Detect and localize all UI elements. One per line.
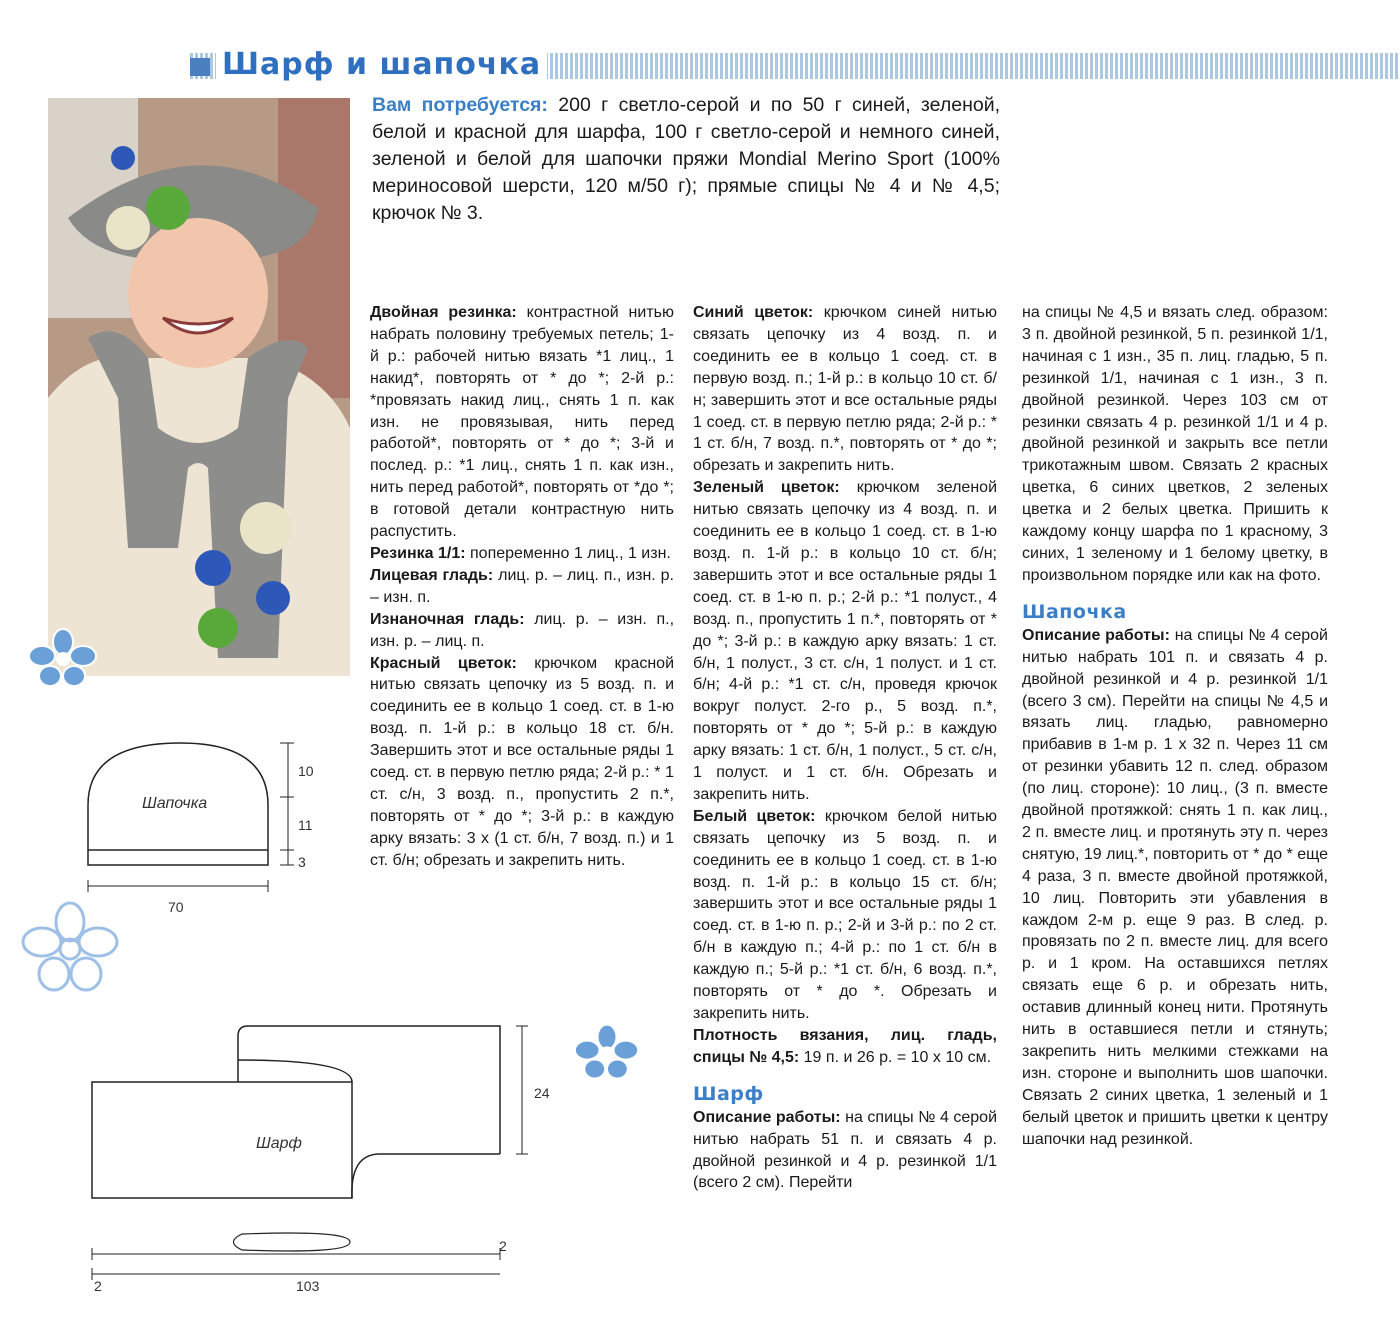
text-white-flower: крючком белой нитью связать цепочку из 5 возд. п. и соединить ее в кольцо 1 соед. ст. в 1-ю возд. п. 1-й р.: в кольцо 15 ст. б/н; завершить этот и все остальные ряды 1 соед. ст. в 1-ю п. р.; 2-й и 3-й р.: по 2 ст. б/н в каждую п.; 4-й р.: по 1 ст. б/н в каждую п.; 5-й р.: *1 ст. б/н, 6 возд. п.*, повторять от * до *. Обрезать и закрепить нить. (693, 807, 997, 1022)
para-hat-work (1022, 625, 1328, 1151)
hat-dim-10: 10 (298, 763, 314, 779)
text-double-rib: контрастной нитью набрать половину требуемых петель; 1-й р.: рабочей нитью вязать *1 лиц., 1 накид*, повторять от * до *; 2-й р.: *провязать накид лиц., снять 1 п. как изн. не провязывая, нить перед работой*, повторять от * до *; 3-й и послед. р.: *1 лиц., снять 1 п. как изн., нить перед работой*, повторять от *до *; в готовой детали контрастную нить распустить. (370, 304, 674, 541)
hat-dim-70: 70 (168, 899, 184, 915)
para-double-rib (370, 302, 674, 543)
para-rib-1x1 (370, 543, 674, 565)
section-heading-hat: Шапочка (1022, 600, 1127, 623)
text-red-flower: крючком красной нитью связать цепочку из 5 возд. п. и соединить ее в кольцо 1 соед. ст. в 1-ю возд. п. 1-й р.: в кольцо 18 ст. б/н. Завершить этот и все остальные ряды 1 соед. ст. в первую петлю ряда; 2-й р.: * 1 ст. с/н, 3 возд. п., пропустить 2 п.*, повторять от * до *; 3-й р.: в каждую арку вязать: 3 х (1 ст. б/н, 7 возд. п.) и 1 ст. б/н; обрезать и закрепить нить. (370, 654, 675, 869)
text-scarf-work-1: на спицы № 4 серой нитью набрать 51 п. и связать 4 р. двойной резинкой и 4 р. резинкой 1/1 (всего 2 см). Перейти (693, 1108, 998, 1192)
para-green-flower (693, 477, 997, 806)
column-1 (370, 302, 674, 872)
flower-icon-medium (574, 1022, 640, 1082)
heading-white-flower: Белый цветок: (693, 807, 816, 825)
photo-girl-hat-scarf (48, 98, 350, 676)
para-red-flower (370, 653, 674, 872)
para-stockinette (370, 565, 674, 609)
para-scarf-work (693, 1107, 997, 1195)
hat-diagram (80, 735, 340, 925)
para-blue-flower (693, 302, 997, 477)
text-blue-flower: крючком синей нитью связать цепочку из 4 возд. п. и соединить ее в кольцо 1 соед. ст. в первую возд. п.; 1-й р.: в кольцо 10 ст. б/н; завершить этот и все остальные ряды 1 соед. ст. в первую петлю ряда; 2-й р.: * 1 ст. б/н, 7 возд. п.*, повторять от * до *; обрезать и закрепить нить. (693, 304, 997, 475)
para-white-flower (693, 806, 997, 1025)
text-stockinette: лиц. р. – лиц. п., изн. р. – изн. п. (370, 566, 674, 606)
heading-reverse-stockinette: Изнаночная гладь: (370, 610, 525, 628)
scarf-dim-2-start: 2 (94, 1278, 102, 1294)
materials-intro (372, 92, 1000, 227)
text-green-flower: крючком зеленой нитью связать цепочку из 4 возд. п. и соединить ее в кольцо 1 соед. ст. в 1-ю возд. п. 1-й р.: в кольцо 10 ст. б/н; завершить этот и все остальные ряды 1 соед. ст. в 1-ю п. р.; 2-й р.: *1 полуст., 4 возд. п., пропустить 1 п.*, повторять от * до *; 3-й р.: в каждую арку вязать: 1 ст. б/н, 1 полуст., 3 ст. с/н, 1 полуст. и 1 ст. б/н; 4-й р.: *1 ст. с/н, проведя крючок вокруг полуст. 2-го р., 5 возд. п.*, повторять от * до *; 5-й р.: в каждую арку вязать: 1 ст. б/н, 1 полуст., 5 ст. с/н, 1 полуст. и 1 ст. б/н. Обрезать и закрепить нить. (693, 479, 998, 803)
scarf-dim-24: 24 (534, 1085, 550, 1101)
heading-red-flower: Красный цветок: (370, 654, 517, 672)
heading-blue-flower: Синий цветок: (693, 304, 814, 321)
para-gauge (693, 1025, 997, 1069)
title-square (190, 58, 210, 76)
title-bar (190, 46, 1400, 84)
column-3 (1022, 302, 1328, 1151)
text-reverse-stockinette: лиц. р. – изн. п., изн. р. – лиц. п. (370, 610, 675, 650)
text-gauge: 19 п. и 26 р. = 10 х 10 см. (803, 1048, 992, 1066)
scarf-diagram-label: Шарф (256, 1135, 302, 1152)
intro-label: Вам потребуется: (372, 94, 548, 116)
heading-stockinette: Лицевая гладь: (370, 566, 494, 584)
heading-double-rib: Двойная резинка: (370, 304, 517, 321)
scarf-dim-103: 103 (296, 1278, 320, 1294)
hat-dim-11: 11 (298, 817, 313, 833)
scarf-diagram (80, 1020, 560, 1300)
heading-gauge: Плотность вязания, лиц. гладь, спицы № 4,5: (693, 1026, 997, 1066)
flower-icon-small (28, 628, 98, 688)
heading-green-flower: Зеленый цветок: (693, 479, 840, 497)
para-scarf-work-cont: на спицы № 4,5 и вязать след. образом: 3 п. двойной резинкой, 5 п. резинкой 1/1, начиная с 1 изн., 35 п. лиц. гладью, 5 п. резинкой 1/1, начиная с 1 изн., 3 п. двойной резинкой. Через 103 см от резинки связать 4 р. резинкой 1/1 и 4 р. двойной резинкой и закрыть все петли трикотажным швом. Связать 2 красных цветка, 6 синих цветков, 2 зеленых цветка и 2 белых цветка. Пришить к каждому концу шарфа по 1 красному, 3 синих, 1 зеленому и 1 белому цветку, в произвольном порядке или как на фото. (1022, 304, 1328, 584)
column-2 (693, 302, 997, 1194)
text-rib-1x1: попеременно 1 лиц., 1 изн. (470, 544, 671, 562)
page-title: Шарф и шапочка (216, 48, 547, 82)
heading-scarf-work: Описание работы: (693, 1108, 841, 1126)
heading-hat-work: Описание работы: (1022, 626, 1170, 644)
scarf-dim-2-end: 2 (499, 1238, 507, 1254)
hat-diagram-label: Шапочка (142, 795, 208, 812)
hat-dim-3: 3 (298, 854, 306, 870)
intro-text: 200 г светло-серой и по 50 г синей, зеленой, белой и красной для шарфа, 100 г светло-серой и немного синей, зеленой и белой для шапочки пряжи Mondial Merino Sport (100% мериносовой шерсти, 120 м/50 г); прямые спицы № 4 и № 4,5; крючок № 3. (372, 94, 1001, 224)
para-reverse-stockinette (370, 609, 674, 653)
heading-rib-1x1: Резинка 1/1: (370, 544, 466, 562)
text-hat-work: на спицы № 4 серой нитью набрать 101 п. и связать 4 р. двойной резинкой и 4 р. резинкой 1/1 (всего 3 см). Перейти на спицы № 4,5 и вязать лиц. гладью, равномерно прибавив в 1-м р. 1 х 32 п. Через 11 см от резинки убавить 12 п. след. образом (по лиц. стороне): 10 лиц., (3 п. вместе двойной протяжкой: снять 1 п. как лиц., 2 п. вместе лиц. и протянуть эту п. через снятую, 19 лиц.*, повторить от * до * еще 4 раза, 3 п. вместе двойной протяжкой, 10 лиц. Повторить эти убавления в каждом 2-м р. еще 9 раз. В след. р. провязать по 2 п. вместе лиц. для всего р. и 1 кром. На оставшихся петлях связать еще 6 р. и обрезать нить, оставив длинный конец нити. Протянуть нить в оставшиеся петли и стянуть; закрепить нить мелкими стежками на изн. стороне и выполнить шов шапочки. Связать 2 синих цветка, 1 зеленый и 1 белый цветок и пришить цветки к центру шапочки над резинкой. (1022, 626, 1328, 1148)
section-heading-scarf: Шарф (693, 1082, 764, 1105)
